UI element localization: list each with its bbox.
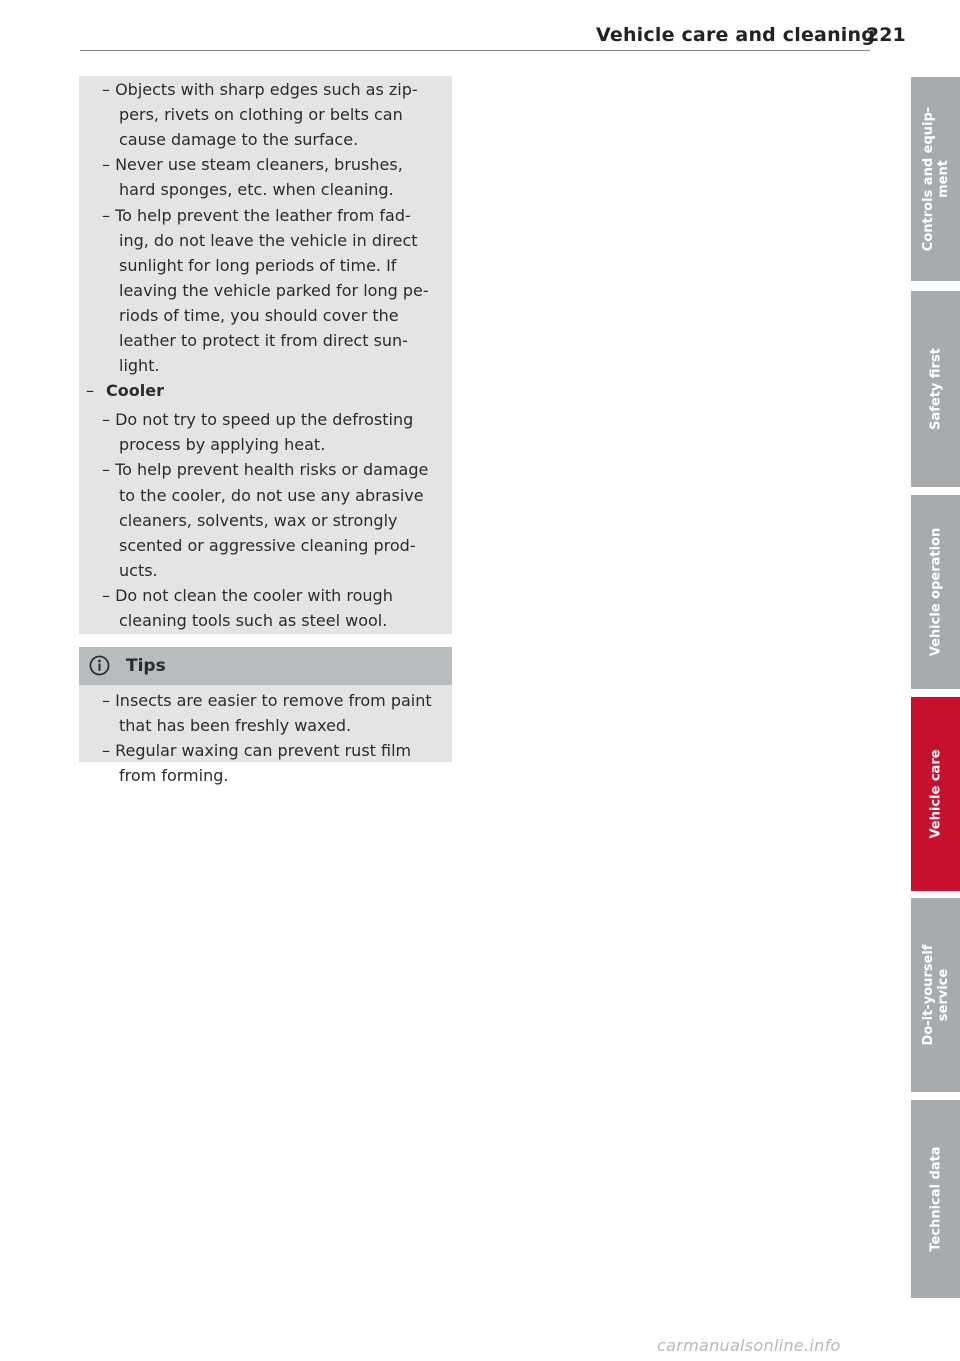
side-tab-label: Safety first bbox=[928, 348, 943, 430]
warning-line: cause damage to the surface. bbox=[119, 130, 359, 149]
side-tab-label: Technical data bbox=[928, 1146, 943, 1252]
warning-line: leather to protect it from direct sun- bbox=[119, 331, 408, 350]
warning-line: light. bbox=[119, 356, 160, 375]
page-number: 221 bbox=[866, 24, 906, 46]
warning-line: to the cooler, do not use any abrasive bbox=[119, 486, 424, 505]
side-tab-vehicle-operation[interactable] bbox=[911, 495, 960, 689]
cooler-heading: Cooler bbox=[106, 381, 164, 400]
side-tab-label: Vehicle care bbox=[928, 749, 943, 839]
warning-line: cleaning tools such as steel wool. bbox=[119, 611, 388, 630]
warning-line: leaving the vehicle parked for long pe- bbox=[119, 281, 429, 300]
info-circle-icon bbox=[89, 655, 110, 676]
warning-line: ucts. bbox=[119, 561, 158, 580]
tips-line: that has been freshly waxed. bbox=[119, 716, 352, 735]
warning-line: – Do not clean the cooler with rough bbox=[102, 586, 393, 605]
running-header-title: Vehicle care and cleaning bbox=[596, 24, 876, 46]
side-tab-label: Controls and equip- ment bbox=[920, 106, 951, 252]
side-tab-label: Vehicle operation bbox=[928, 527, 943, 657]
warning-line: – To help prevent the leather from fad- bbox=[102, 206, 411, 225]
warning-line: – Never use steam cleaners, brushes, bbox=[102, 155, 403, 174]
side-tab-label: Do-it-yourself service bbox=[920, 944, 951, 1046]
tips-line: from forming. bbox=[119, 766, 229, 785]
warning-line: – Do not try to speed up the defrosting bbox=[102, 410, 414, 429]
side-tab-technical-data[interactable] bbox=[911, 1100, 960, 1298]
warning-line: hard sponges, etc. when cleaning. bbox=[119, 180, 394, 199]
warning-line: pers, rivets on clothing or belts can bbox=[119, 105, 403, 124]
tips-line: – Insects are easier to remove from paint bbox=[102, 691, 432, 710]
warning-line: – Objects with sharp edges such as zip- bbox=[102, 80, 418, 99]
warning-line: process by applying heat. bbox=[119, 435, 326, 454]
side-tab-controls-and-equipment[interactable] bbox=[911, 77, 960, 281]
side-tab-vehicle-care[interactable] bbox=[911, 697, 960, 891]
tips-title: Tips bbox=[126, 656, 166, 676]
warning-line: ing, do not leave the vehicle in direct bbox=[119, 231, 418, 250]
warning-line: riods of time, you should cover the bbox=[119, 306, 399, 325]
warning-line: sunlight for long periods of time. If bbox=[119, 256, 397, 275]
warning-line: cleaners, solvents, wax or strongly bbox=[119, 511, 398, 530]
side-tab-do-it-yourself-service[interactable] bbox=[911, 898, 960, 1092]
side-tab-safety-first[interactable] bbox=[911, 291, 960, 487]
watermark: carmanualsonline.info bbox=[657, 1336, 841, 1355]
tips-line: – Regular waxing can prevent rust film bbox=[102, 741, 412, 760]
warning-line: – To help prevent health risks or damage bbox=[102, 460, 429, 479]
header-rule bbox=[80, 50, 870, 51]
warning-line: scented or aggressive cleaning prod- bbox=[119, 536, 416, 555]
list-dash: – bbox=[86, 381, 94, 400]
